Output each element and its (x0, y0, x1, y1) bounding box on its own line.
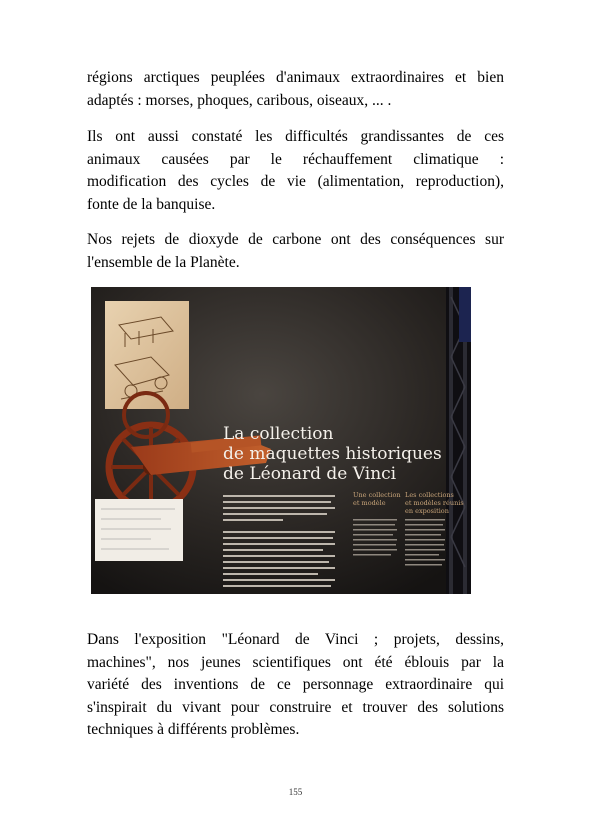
poster-title-line-1: La collection (223, 424, 334, 444)
paragraph-4 (87, 629, 504, 742)
text-line: modification des cycles de vie (alimentation, reproduction), (87, 173, 504, 190)
exhibition-photo (91, 287, 471, 594)
column-heading-3-line-3: en exposition (405, 507, 449, 515)
poster-title-line-2: de maquettes historiques (223, 444, 442, 464)
column-heading-3-line-2: et modèles réunis (405, 499, 464, 507)
column-heading-2-line-1: Une collection (353, 491, 401, 499)
column-heading-2-line-2: et modèle (353, 499, 386, 507)
paragraph-3 (87, 229, 504, 274)
text-line: machines", nos jeunes scientifiques ont été éblouis par la (87, 653, 504, 671)
poster-title-line-3: de Léonard de Vinci (223, 464, 397, 484)
text-line: Ils ont aussi constaté les difficultés grandissantes de ces (87, 128, 504, 145)
paragraph-1 (87, 67, 504, 112)
text-line: fonte de la banquise. (87, 195, 216, 213)
text-line: animaux causées par le réchauffement climatique : (87, 150, 504, 168)
text-line: régions arctiques peuplées d'animaux extraordinaires et bien (87, 69, 504, 86)
text-line: techniques à différents problèmes. (87, 721, 300, 738)
paragraph-2 (87, 126, 504, 216)
text-line: s'inspirait du vivant pour construire et trouver des solutions (87, 698, 504, 716)
column-heading-3-line-1: Les collections (405, 491, 454, 499)
text-line: variété des inventions de ce personnage extraordinaire qui (87, 676, 504, 693)
text-line: Dans l'exposition "Léonard de Vinci ; projets, dessins, (87, 631, 504, 648)
text-line: Nos rejets de dioxyde de carbone ont des conséquences sur (87, 231, 504, 248)
text-line: l'ensemble de la Planète. (87, 253, 240, 271)
blueprint-sheet (95, 499, 183, 561)
page-number: 155 (288, 787, 303, 797)
text-line: adaptés : morses, phoques, caribous, oiseaux, ... . (87, 91, 392, 109)
